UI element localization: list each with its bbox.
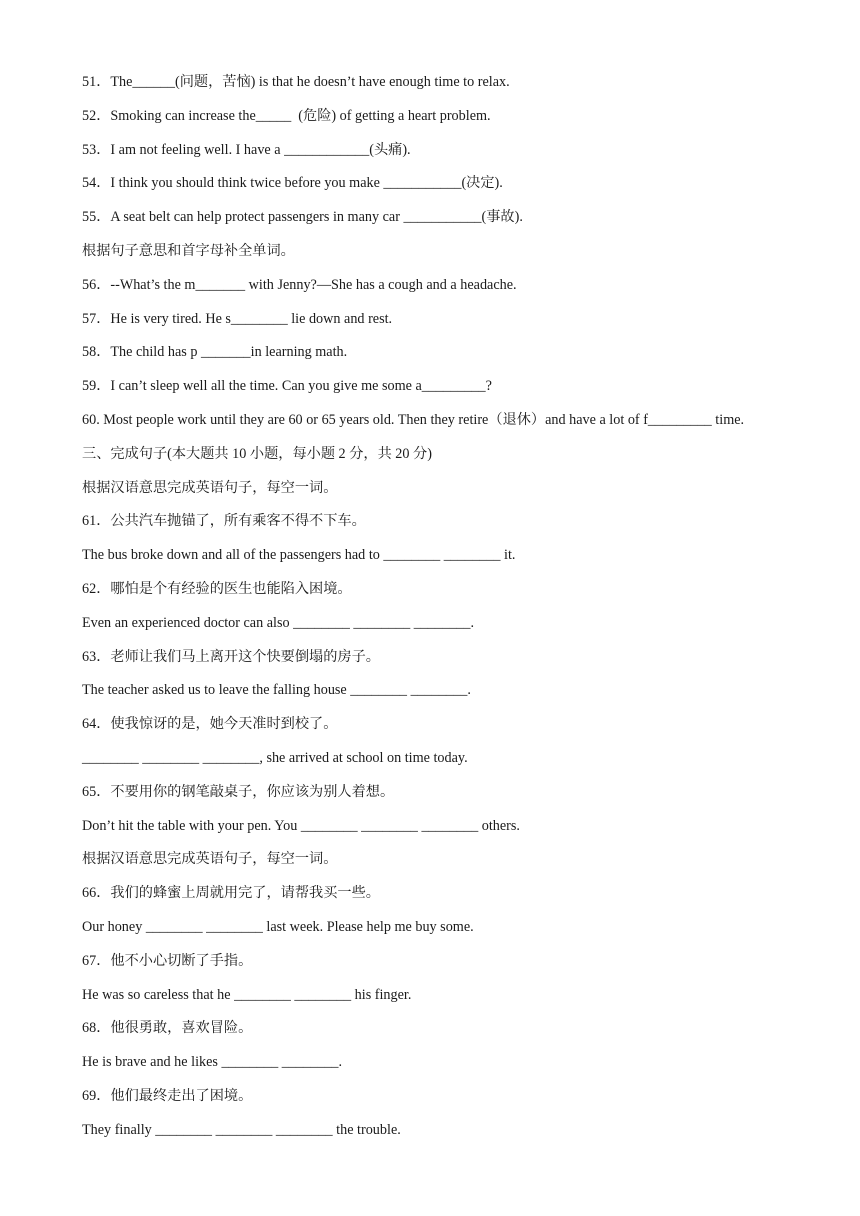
question-62-english: Even an experienced doctor can also ________ ________ ________. — [82, 614, 475, 631]
question-65-chinese: 65．不要用你的钢笔敲桌子，你应该为别人着想。 — [82, 783, 395, 800]
question-59: 59．I can’t sleep well all the time. Can you give me some a_________? — [82, 378, 492, 395]
question-63-chinese: 63．老师让我们马上离开这个快要倒塌的房子。 — [82, 648, 380, 665]
question-64-chinese: 64．使我惊讶的是，她今天准时到校了。 — [82, 716, 338, 733]
section-three-heading: 三、完成句子(本大题共 10 小题，每小题 2 分，共 20 分) — [82, 445, 432, 462]
question-69-english: They finally ________ ________ ________ the trouble. — [82, 1121, 401, 1138]
question-62-chinese: 62．哪怕是个有经验的医生也能陷入困境。 — [82, 580, 352, 597]
question-66-chinese: 66．我们的蜂蜜上周就用完了，请帮我买一些。 — [82, 885, 380, 902]
question-56: 56．--What’s the m_______ with Jenny?—She has a cough and a headache. — [82, 276, 517, 293]
question-63-english: The teacher asked us to leave the falling house ________ ________. — [82, 682, 471, 699]
question-54: 54．I think you should think twice before you make ___________(决定). — [82, 175, 503, 192]
question-53: 53．I am not feeling well. I have a ____________(头痛). — [82, 141, 411, 158]
question-68-chinese: 68．他很勇敢，喜欢冒险。 — [82, 1020, 253, 1037]
question-58: 58．The child has p _______in learning math. — [82, 344, 348, 361]
question-66-english: Our honey ________ ________ last week. Please help me buy some. — [82, 918, 474, 935]
document-page — [82, 72, 802, 1154]
question-52: 52．Smoking can increase the_____ (危险) of getting a heart problem. — [82, 107, 491, 124]
question-51: 51．The______(问题，苦恼) is that he doesn’t have enough time to relax. — [82, 74, 510, 90]
question-65-english: Don’t hit the table with your pen. You ________ ________ ________ others. — [82, 817, 520, 834]
question-67-chinese: 67．他不小心切断了手指。 — [82, 952, 253, 969]
question-57: 57．He is very tired. He s________ lie down and rest. — [82, 310, 393, 327]
question-61-english: The bus broke down and all of the passengers had to ________ ________ it. — [82, 547, 516, 564]
question-64-english: ________ ________ ________, she arrived at school on time today. — [82, 749, 468, 766]
question-60: 60. Most people work until they are 60 or 65 years old. Then they retire（退休）and have a lot of f_________ time. — [82, 411, 745, 428]
instruction-complete-sentences: 根据汉语意思完成英语句子，每空一词。 — [82, 479, 338, 496]
question-61-chinese: 61．公共汽车抛锚了，所有乘客不得不下车。 — [82, 513, 366, 530]
instruction-complete-sentences-2: 根据汉语意思完成英语句子，每空一词。 — [82, 851, 338, 868]
question-68-english: He is brave and he likes ________ ________. — [82, 1054, 343, 1071]
instruction-first-letter: 根据句子意思和首字母补全单词。 — [82, 242, 295, 259]
question-55: 55．A seat belt can help protect passengers in many car ___________(事故). — [82, 209, 523, 226]
question-67-english: He was so careless that he ________ ________ his finger. — [82, 986, 412, 1003]
question-69-chinese: 69．他们最终走出了困境。 — [82, 1087, 253, 1104]
